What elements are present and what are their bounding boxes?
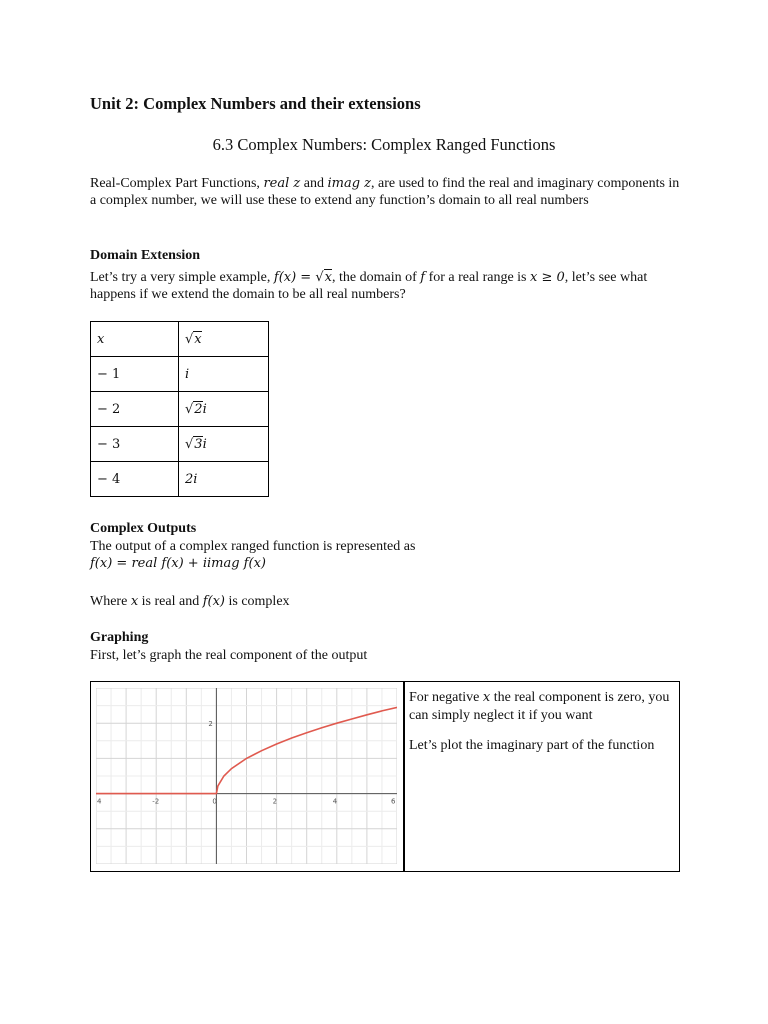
graph-table <box>90 681 680 872</box>
note-negative-x: For negative x the real component is zero, you can simply neglect it if you want <box>409 690 670 723</box>
cell-fx: i <box>179 357 269 392</box>
graphing-intro: First, let’s graph the real component of the output <box>90 648 368 663</box>
x-tick-label: 4 <box>97 797 102 806</box>
complex-outputs-heading: Complex Outputs <box>90 521 197 536</box>
table-header-row <box>91 322 269 357</box>
cell-x: − 1 <box>91 357 179 392</box>
cell-x: − 3 <box>91 427 179 462</box>
domain-extension-paragraph: Let’s try a very simple example, f(x) = √x, the domain of f for a real range is x ≥ 0, let’s see what happens if we extend the domain to be all real numbers? <box>90 270 648 302</box>
table-row <box>91 462 269 497</box>
table-row <box>91 427 269 462</box>
cell-fx: √2i <box>179 392 269 427</box>
x-tick-label: 4 <box>332 797 338 806</box>
complex-outputs-line: The output of a complex ranged function is represented as <box>90 539 416 554</box>
domain-extension-heading: Domain Extension <box>90 248 201 263</box>
where-sentence: Where x is real and f(x) is complex <box>90 594 290 609</box>
section-title: 6.3 Complex Numbers: Complex Ranged Functions <box>212 135 556 154</box>
unit-title: Unit 2: Complex Numbers and their extensions <box>90 94 421 113</box>
y-tick-label: 2 <box>208 720 213 729</box>
cell-fx: 2i <box>179 462 269 497</box>
complex-output-formula: f(x) = real f(x) + iimag f(x) <box>90 556 266 571</box>
real-part-chart <box>96 688 397 864</box>
header-x: x <box>91 322 179 357</box>
x-tick-label: 2 <box>272 797 278 806</box>
graph-notes <box>409 689 671 767</box>
cell-x: − 2 <box>91 392 179 427</box>
x-tick-label: 0 <box>212 797 217 806</box>
graphing-heading: Graphing <box>90 630 149 645</box>
intro-paragraph: Real-Complex Part Functions, real z and imag z, are used to find the real and imaginary components in a complex number, we will use these to extend any function’s domain to all real numbers <box>90 176 680 208</box>
x-tick-label: 6 <box>391 797 396 806</box>
note-imaginary-plot: Let’s plot the imaginary part of the function <box>409 738 655 753</box>
table-row <box>91 392 269 427</box>
graph-table-divider <box>403 682 405 871</box>
x-tick-label: -2 <box>152 797 160 806</box>
cell-x: − 4 <box>91 462 179 497</box>
cell-fx: √3i <box>179 427 269 462</box>
table-row <box>91 357 269 392</box>
values-table <box>90 321 269 497</box>
header-sqrt-x: √x <box>179 322 269 357</box>
